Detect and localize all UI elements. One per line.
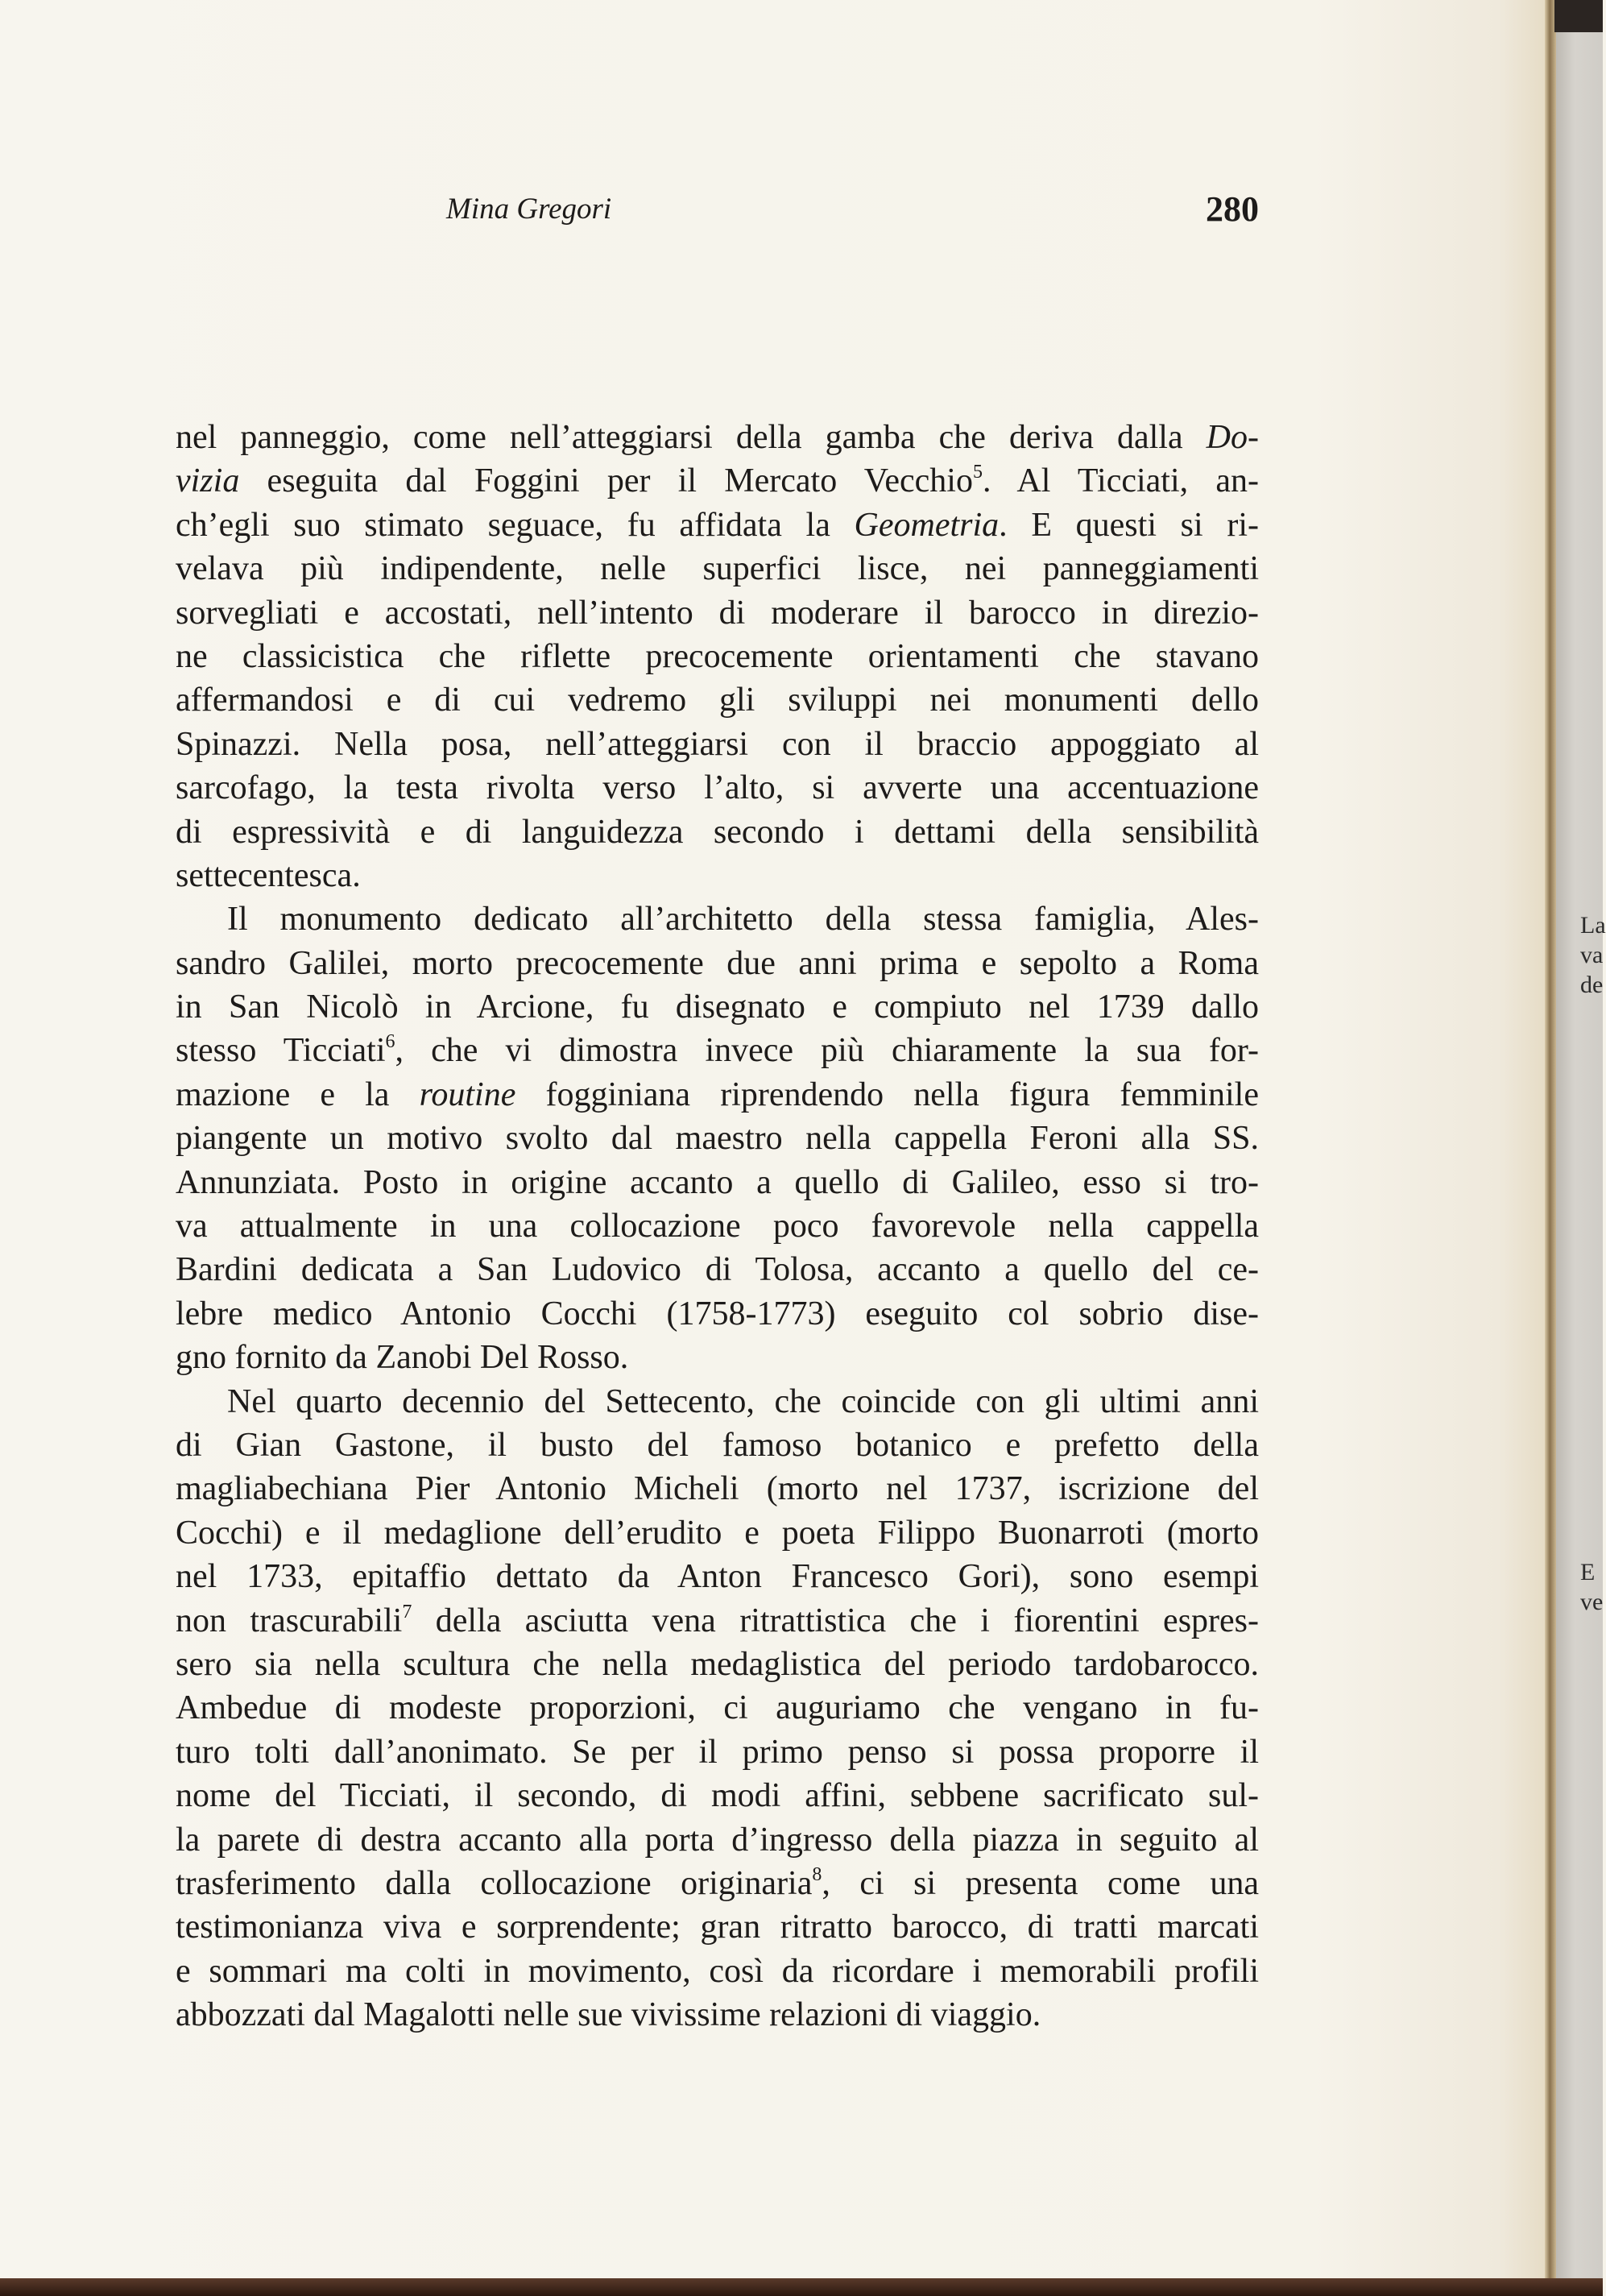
- text-run: sandro Galilei, morto precocemente due anni prima e sepolto a Roma: [176, 944, 1259, 982]
- text-line-content: [176, 1292, 1259, 1336]
- text-line-content: [176, 1686, 1259, 1730]
- text-line: [176, 1248, 1259, 1291]
- text-line: [176, 854, 1259, 897]
- text-run: in San Nicolò in Arcione, fu disegnato e compiuto nel 1739 dallo: [176, 988, 1259, 1026]
- text-line: [176, 1380, 1259, 1424]
- text-line-content: [176, 854, 361, 897]
- text-run: non trascurabili: [176, 1602, 403, 1639]
- text-run: nome del Ticciati, il secondo, di modi affini, sebbene sacrificato sul-: [176, 1777, 1259, 1815]
- text-line: [176, 942, 1259, 985]
- text-line-content: [176, 1950, 1259, 1993]
- text-line-content: [176, 1161, 1259, 1204]
- margin-note-facing-page: [1580, 910, 1606, 1000]
- text-run: mazione e la: [176, 1075, 420, 1113]
- text-line-content: [176, 1029, 1259, 1072]
- text-line: [176, 1862, 1259, 1905]
- margin-note-facing-page: [1580, 1557, 1603, 1617]
- text-line-content: [227, 897, 1259, 941]
- text-line-content: [176, 1204, 1259, 1248]
- text-run: settecentesca.: [176, 856, 361, 894]
- text-line-content: [176, 1643, 1259, 1686]
- text-run: di Gian Gastone, il busto del famoso botanico e prefetto della: [176, 1426, 1259, 1464]
- text-line: [176, 1643, 1259, 1686]
- facing-page-edge: [1556, 0, 1603, 2280]
- text-run: testimonianza viva e sorprendente; gran ritratto barocco, di tratti marcati: [176, 1908, 1259, 1946]
- text-run: . Al Ticciati, an-: [982, 462, 1259, 500]
- text-run: e sommari ma colti in movimento, così da ricordare i memorabili profili: [176, 1952, 1259, 1990]
- paragraph: [176, 897, 1259, 1379]
- margin-note-line: ve: [1580, 1589, 1604, 1615]
- text-run: piangente un motivo svolto dal maestro nella cappella Feroni alla SS.: [176, 1120, 1259, 1158]
- margin-note-line: va: [1580, 942, 1604, 968]
- text-run: lebre medico Antonio Cocchi (1758-1773) eseguito col sobrio dise-: [176, 1295, 1259, 1332]
- text-run: sarcofago, la testa rivolta verso l’alto, si avverte una accentuazione: [176, 769, 1259, 807]
- running-header-author: Mina Gregori: [446, 193, 612, 226]
- text-run: Cocchi) e il medaglione dell’erudito e poeta Filippo Buonarroti (morto: [176, 1514, 1259, 1552]
- text-run: Nel quarto decennio del Settecento, che coincide con gli ultimi anni: [227, 1382, 1259, 1420]
- text-line-content: [176, 504, 1259, 547]
- text-line: [176, 1336, 1259, 1379]
- text-line: [176, 985, 1259, 1029]
- text-line-content: [176, 678, 1259, 722]
- text-line: [176, 416, 1259, 459]
- text-run: Bardini dedicata a San Ludovico di Tolosa, accanto a quello del ce-: [176, 1251, 1259, 1289]
- text-run: Annunziata. Posto in origine accanto a quello di Galileo, esso si tro-: [176, 1163, 1259, 1201]
- footnote-ref: 5: [972, 462, 983, 483]
- margin-note-line: de: [1580, 972, 1604, 998]
- text-line: [176, 504, 1259, 547]
- scan-background: [1554, 0, 1603, 32]
- text-line: [176, 897, 1259, 941]
- text-run: , ci si presenta come una: [822, 1864, 1259, 1902]
- text-run: va attualmente in una collocazione poco favorevole nella cappella: [176, 1208, 1259, 1245]
- text-line-content: [176, 1818, 1259, 1862]
- text-line: [176, 1117, 1259, 1160]
- italic-text: vizia: [176, 462, 240, 500]
- text-line-content: [176, 1599, 1259, 1643]
- text-run: velava più indipendente, nelle superfici lisce, nei panneggiamenti: [176, 550, 1259, 588]
- text-run: , che vi dimostra invece più chiaramente la sua for-: [395, 1032, 1259, 1070]
- text-line-content: [176, 416, 1259, 459]
- text-line: [176, 810, 1259, 854]
- italic-text: routine: [419, 1075, 516, 1113]
- text-run: eseguita dal Foggini per il Mercato Vecchio: [239, 462, 973, 500]
- text-run: trasferimento dalla collocazione originaria: [176, 1864, 813, 1902]
- text-line-content: [176, 810, 1259, 854]
- text-line-content: [176, 766, 1259, 810]
- text-line: [176, 1511, 1259, 1555]
- text-line: [176, 1555, 1259, 1598]
- text-run: Ambedue di modeste proporzioni, ci auguriamo che vengano in fu-: [176, 1689, 1259, 1727]
- text-line-content: [176, 547, 1259, 591]
- scan-bottom-edge: [0, 2278, 1603, 2296]
- text-line: [176, 1905, 1259, 1949]
- text-line-content: [176, 1905, 1259, 1949]
- margin-note-line: E: [1580, 1559, 1596, 1585]
- text-line-content: [176, 1862, 1259, 1905]
- body-text: [176, 416, 1259, 2037]
- text-line-content: [176, 1117, 1259, 1160]
- footnote-ref: 7: [402, 1601, 412, 1623]
- text-line: [176, 1467, 1259, 1511]
- text-line-content: [176, 1730, 1259, 1774]
- text-line: [176, 678, 1259, 722]
- text-line: [176, 1774, 1259, 1817]
- text-run: gno fornito da Zanobi Del Rosso.: [176, 1339, 629, 1377]
- text-run: ne classicistica che riflette precocemente orientamenti che stavano: [176, 637, 1259, 675]
- text-run: . E questi si ri-: [999, 506, 1259, 544]
- text-line: [176, 1599, 1259, 1643]
- text-run: abbozzati dal Magalotti nelle sue vivissime relazioni di viaggio.: [176, 1996, 1041, 2034]
- text-line-content: [176, 723, 1259, 766]
- italic-text: Do-: [1206, 419, 1259, 456]
- text-line-content: [176, 1073, 1259, 1117]
- text-line: [176, 766, 1259, 810]
- text-line-content: [176, 1774, 1259, 1817]
- text-line-content: [176, 1248, 1259, 1291]
- text-run: Spinazzi. Nella posa, nell’atteggiarsi con il braccio appoggiato al: [176, 725, 1259, 763]
- text-line-content: [176, 942, 1259, 985]
- footnote-ref: 8: [812, 1863, 822, 1885]
- text-line: [176, 1818, 1259, 1862]
- text-line: [176, 1993, 1259, 2037]
- margin-note-line: La: [1580, 912, 1606, 939]
- text-line-content: [176, 985, 1259, 1029]
- text-line: [176, 723, 1259, 766]
- text-run: Il monumento dedicato all’architetto della stessa famiglia, Ales-: [227, 901, 1259, 939]
- text-line-content: [176, 1993, 1041, 2037]
- text-line: [176, 459, 1259, 503]
- paragraph: [176, 1380, 1259, 2037]
- text-line: [176, 1730, 1259, 1774]
- text-line-content: [227, 1380, 1259, 1424]
- text-line-content: [176, 1424, 1259, 1467]
- text-line-content: [176, 635, 1259, 678]
- text-line: [176, 591, 1259, 635]
- page-number: 280: [1206, 189, 1259, 229]
- text-run: di espressività e di languidezza secondo i dettami della sensibilità: [176, 813, 1259, 851]
- text-run: la parete di destra accanto alla porta d’ingresso della piazza in seguito al: [176, 1821, 1259, 1859]
- text-line-content: [176, 1336, 628, 1379]
- text-run: stesso Ticciati: [176, 1032, 386, 1070]
- text-line: [176, 1292, 1259, 1336]
- text-run: affermandosi e di cui vedremo gli sviluppi nei monumenti dello: [176, 682, 1259, 719]
- text-run: fogginiana riprendendo nella figura femminile: [515, 1075, 1259, 1113]
- text-run: ch’egli suo stimato seguace, fu affidata la: [176, 506, 855, 544]
- text-run: nel 1733, epitaffio dettato da Anton Francesco Gori), sono esempi: [176, 1558, 1259, 1596]
- text-line-content: [176, 1511, 1259, 1555]
- text-line: [176, 1161, 1259, 1204]
- footnote-ref: 6: [385, 1031, 395, 1053]
- text-line: [176, 547, 1259, 591]
- book-spine: [1545, 0, 1556, 2280]
- text-line: [176, 1424, 1259, 1467]
- text-run: sorvegliati e accostati, nell’intento di moderare il barocco in direzio-: [176, 594, 1259, 632]
- text-line: [176, 1073, 1259, 1117]
- paragraph: [176, 416, 1259, 897]
- text-run: magliabechiana Pier Antonio Micheli (morto nel 1737, iscrizione del: [176, 1470, 1259, 1508]
- text-run: nel panneggio, come nell’atteggiarsi della gamba che deriva dalla: [176, 419, 1207, 456]
- text-line-content: [176, 1555, 1259, 1598]
- text-line-content: [176, 459, 1259, 503]
- text-run: della asciutta vena ritrattistica che i fiorentini espres-: [412, 1602, 1259, 1639]
- text-line: [176, 635, 1259, 678]
- text-line: [176, 1686, 1259, 1730]
- text-line-content: [176, 591, 1259, 635]
- text-line: [176, 1204, 1259, 1248]
- text-line: [176, 1029, 1259, 1072]
- text-run: sero sia nella scultura che nella medaglistica del periodo tardobarocco.: [176, 1645, 1259, 1683]
- italic-text: Geometria: [854, 506, 1000, 544]
- text-run: turo tolti dall’anonimato. Se per il primo penso si possa proporre il: [176, 1733, 1259, 1771]
- text-line-content: [176, 1467, 1259, 1511]
- text-line: [176, 1950, 1259, 1993]
